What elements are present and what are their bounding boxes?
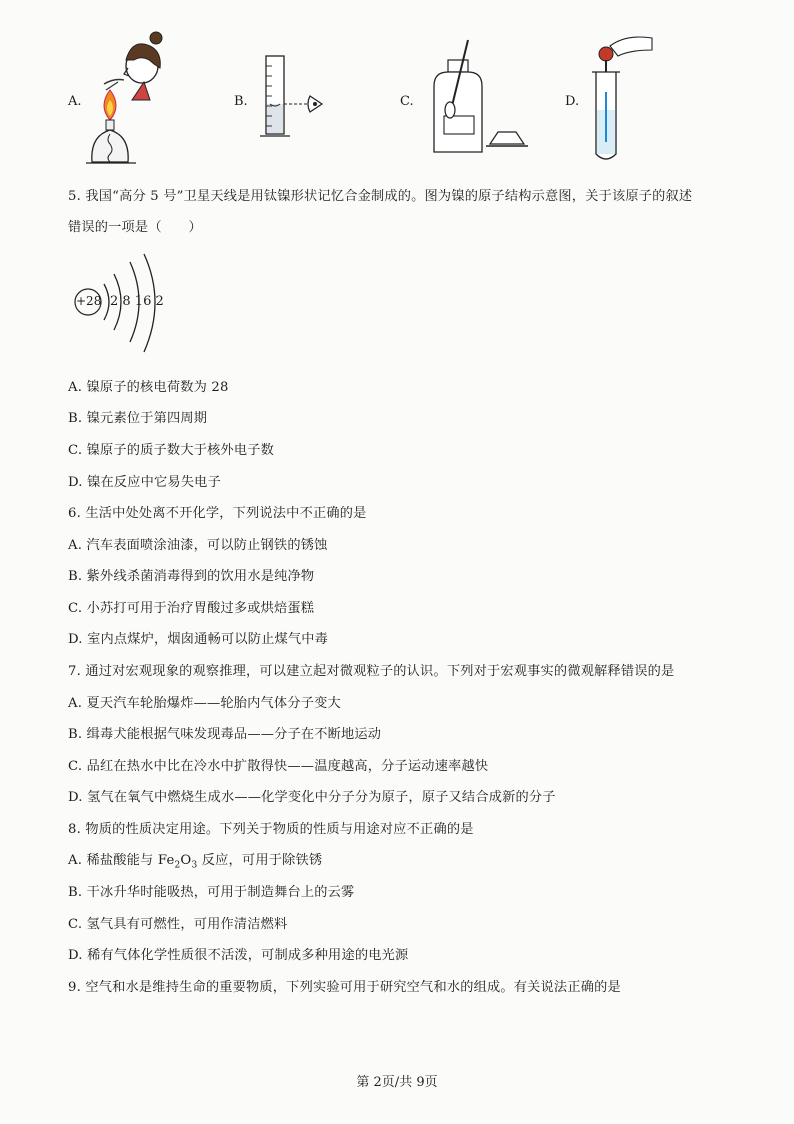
q7-option-c: C. 品红在热水中比在冷水中扩散得快——温度越高，分子运动速率越快	[68, 759, 489, 774]
q8-option-d: D. 稀有气体化学性质很不活泼，可制成多种用途的电光源	[68, 948, 409, 963]
electron-shells: 2 8 16 2	[110, 294, 164, 309]
option-a-label: A.	[68, 94, 82, 109]
q8-option-a-mid: O	[180, 853, 192, 868]
q8-option-b: B. 干冰升华时能吸热，可用于制造舞台上的云雾	[68, 885, 355, 900]
q5-stem-line1: 5. 我国“高分 5 号”卫星天线是用钛镍形状记忆合金制成的。图为镍的原子结构示意图，关于该原子的叙述	[68, 189, 693, 204]
q6-option-b: B. 紫外线杀菌消毒得到的饮用水是纯净物	[68, 569, 315, 584]
q7-option-a: A. 夏天汽车轮胎爆炸——轮胎内气体分子变大	[68, 696, 341, 711]
q7-option-d: D. 氢气在氧气中燃烧生成水——化学变化中分子分为原子，原子又结合成新的分子	[68, 790, 556, 805]
q5-option-a: A. 镍原子的核电荷数为 28	[68, 380, 229, 395]
q6-option-a: A. 汽车表面喷涂油漆，可以防止钢铁的锈蚀	[68, 538, 328, 553]
option-d-label: D.	[565, 94, 580, 109]
sniffing-flame-icon	[84, 24, 168, 166]
reagent-bottle-spoon-icon	[430, 38, 530, 156]
option-b-label: B.	[234, 94, 248, 109]
q8-stem: 8. 物质的性质决定用途。下列关于物质的性质与用途对应不正确的是	[68, 822, 474, 837]
q5-option-b: B. 镍元素位于第四周期	[68, 411, 208, 426]
q7-stem: 7. 通过对宏观现象的观察推理，可以建立起对微观粒子的认识。下列对于宏观事实的微观解释错误的是	[68, 664, 675, 679]
q6-option-c: C. 小苏打可用于治疗胃酸过多或烘焙蛋糕	[68, 601, 315, 616]
q6-stem: 6. 生活中处处离不开化学，下列说法中不正确的是	[68, 506, 367, 521]
q8-option-a-post: 反应，可用于除铁锈	[197, 853, 323, 868]
q9-stem: 9. 空气和水是维持生命的重要物质，下列实验可用于研究空气和水的组成。有关说法正确的是	[68, 980, 621, 995]
q6-option-d: D. 室内点煤炉，烟囱通畅可以防止煤气中毒	[68, 632, 329, 647]
q8-option-a-sub2: 3	[191, 860, 198, 871]
q8-option-a-pre: A. 稀盐酸能与 Fe	[68, 853, 175, 868]
q8-option-a	[68, 849, 322, 871]
option-c-label: C.	[400, 94, 414, 109]
q8-option-a-sub1: 2	[174, 860, 181, 871]
test-tube-dropper-icon	[586, 32, 656, 164]
page-footer: 第 2页/共 9页	[356, 1075, 438, 1090]
q8-option-c: C. 氢气具有可燃性，可用作清洁燃料	[68, 917, 288, 932]
graduated-cylinder-reading-icon	[258, 52, 328, 142]
q5-option-d: D. 镍在反应中它易失电子	[68, 475, 221, 490]
q5-stem-line2: 错误的一项是（ ）	[68, 220, 202, 235]
q5-option-c: C. 镍原子的质子数大于核外电子数	[68, 443, 275, 458]
nucleus-charge: +28	[76, 294, 102, 308]
q7-option-b: B. 缉毒犬能根据气味发现毒品——分子在不断地运动	[68, 727, 382, 742]
